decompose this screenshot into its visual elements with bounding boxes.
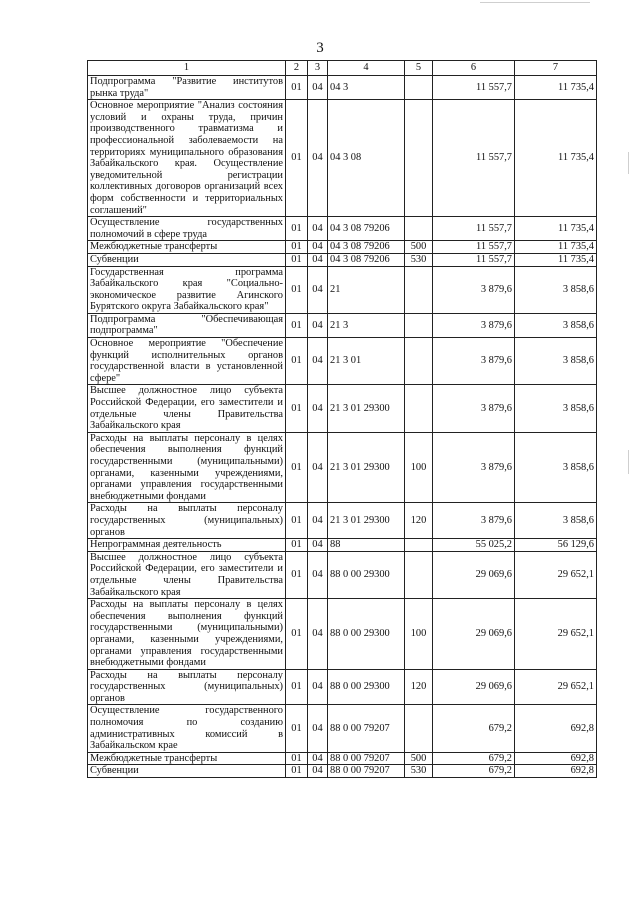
row-subsection: 04 [308, 100, 328, 217]
row-amount-2: 11 735,4 [515, 253, 597, 266]
row-section: 01 [286, 76, 308, 100]
table-row [88, 503, 597, 539]
column-header: 6 [433, 61, 515, 76]
row-subsection: 04 [308, 76, 328, 100]
row-subsection: 04 [308, 705, 328, 752]
row-target-code: 21 3 01 29300 [328, 385, 405, 432]
row-name: Субвенции [88, 253, 286, 266]
row-expense-type [405, 266, 433, 313]
row-name: Основное мероприятие "Анализ состояния условий и охраны труда, причин производственного травматизма и профессиональной заболеваемости на территориях муниципального образования Забайкальского края. Осуществление уведомительной регистрации коллективных договоров организаций всех форм собственности и территориальных соглашений" [88, 100, 286, 217]
row-section: 01 [286, 551, 308, 598]
row-section: 01 [286, 599, 308, 670]
row-expense-type: 500 [405, 241, 433, 254]
row-name: Межбюджетные трансферты [88, 241, 286, 254]
row-amount-1: 11 557,7 [433, 100, 515, 217]
row-expense-type [405, 705, 433, 752]
row-section: 01 [286, 313, 308, 337]
row-name: Непрограммная деятельность [88, 539, 286, 552]
row-name: Расходы на выплаты персоналу в целях обеспечения выполнения функций государственными (муниципальными) органами, казенными учреждениями, органами управления государственными внебюджетными фондами [88, 599, 286, 670]
table-row [88, 539, 597, 552]
row-subsection: 04 [308, 551, 328, 598]
column-header: 4 [328, 61, 405, 76]
row-section: 01 [286, 253, 308, 266]
row-target-code: 04 3 08 79206 [328, 253, 405, 266]
row-expense-type [405, 313, 433, 337]
table-row [88, 705, 597, 752]
row-section: 01 [286, 266, 308, 313]
row-amount-1: 679,2 [433, 705, 515, 752]
table-row [88, 241, 597, 254]
row-subsection: 04 [308, 385, 328, 432]
row-amount-2: 29 652,1 [515, 669, 597, 705]
column-header: 7 [515, 61, 597, 76]
row-amount-2: 3 858,6 [515, 432, 597, 503]
scan-artifact [480, 2, 590, 3]
row-subsection: 04 [308, 217, 328, 241]
table-row [88, 313, 597, 337]
column-header: 1 [88, 61, 286, 76]
row-section: 01 [286, 338, 308, 385]
row-amount-2: 3 858,6 [515, 313, 597, 337]
row-target-code: 21 3 01 29300 [328, 503, 405, 539]
row-amount-2: 29 652,1 [515, 599, 597, 670]
row-amount-2: 11 735,4 [515, 100, 597, 217]
row-amount-1: 29 069,6 [433, 599, 515, 670]
row-name: Расходы на выплаты персоналу государственных (муниципальных) органов [88, 669, 286, 705]
table-row [88, 217, 597, 241]
row-name: Высшее должностное лицо субъекта Российской Федерации, его заместители и отдельные члены Правительства Забайкальского края [88, 551, 286, 598]
row-section: 01 [286, 705, 308, 752]
table-row [88, 76, 597, 100]
row-amount-2: 11 735,4 [515, 76, 597, 100]
row-expense-type [405, 76, 433, 100]
row-target-code: 88 [328, 539, 405, 552]
row-amount-1: 3 879,6 [433, 432, 515, 503]
page-number: 3 [316, 40, 324, 56]
row-expense-type: 100 [405, 432, 433, 503]
scan-artifact [628, 152, 629, 174]
row-target-code: 21 3 01 [328, 338, 405, 385]
column-header: 2 [286, 61, 308, 76]
row-name: Расходы на выплаты персоналу в целях обеспечения выполнения функций государственными (муниципальными) органами, казенными учреждениями, органами управления государственными внебюджетными фондами [88, 432, 286, 503]
row-name: Осуществление государственных полномочий в сфере труда [88, 217, 286, 241]
row-target-code: 21 [328, 266, 405, 313]
row-section: 01 [286, 432, 308, 503]
row-amount-2: 11 735,4 [515, 241, 597, 254]
row-target-code: 04 3 08 79206 [328, 241, 405, 254]
row-expense-type: 100 [405, 599, 433, 670]
column-header: 5 [405, 61, 433, 76]
row-amount-2: 3 858,6 [515, 503, 597, 539]
table-row [88, 338, 597, 385]
row-amount-1: 679,2 [433, 765, 515, 778]
table-row [88, 432, 597, 503]
row-subsection: 04 [308, 539, 328, 552]
row-section: 01 [286, 669, 308, 705]
row-name: Основное мероприятие "Обеспечение функций исполнительных органов государственной власти в установленной сфере" [88, 338, 286, 385]
row-target-code: 04 3 08 79206 [328, 217, 405, 241]
row-expense-type [405, 385, 433, 432]
row-name: Осуществление государственного полномочия по созданию административных комиссий в Забайкальском крае [88, 705, 286, 752]
row-target-code: 88 0 00 79207 [328, 705, 405, 752]
row-target-code: 88 0 00 29300 [328, 551, 405, 598]
row-name: Государственная программа Забайкальского края "Социально-экономическое развитие Агинского Бурятского округа Забайкальского края" [88, 266, 286, 313]
row-amount-2: 692,8 [515, 705, 597, 752]
row-expense-type: 530 [405, 253, 433, 266]
row-name: Подпрограмма "Обеспечивающая подпрограмма" [88, 313, 286, 337]
row-target-code: 88 0 00 79207 [328, 765, 405, 778]
row-amount-2: 3 858,6 [515, 266, 597, 313]
header-row [88, 61, 597, 76]
table-row [88, 253, 597, 266]
row-expense-type: 500 [405, 752, 433, 765]
row-expense-type [405, 217, 433, 241]
row-target-code: 88 0 00 29300 [328, 599, 405, 670]
row-name: Расходы на выплаты персоналу государственных (муниципальных) органов [88, 503, 286, 539]
row-section: 01 [286, 217, 308, 241]
row-subsection: 04 [308, 253, 328, 266]
row-subsection: 04 [308, 432, 328, 503]
row-amount-2: 29 652,1 [515, 551, 597, 598]
row-amount-2: 11 735,4 [515, 217, 597, 241]
row-target-code: 88 0 00 29300 [328, 669, 405, 705]
row-amount-1: 11 557,7 [433, 217, 515, 241]
row-amount-1: 11 557,7 [433, 253, 515, 266]
row-subsection: 04 [308, 669, 328, 705]
row-amount-1: 11 557,7 [433, 76, 515, 100]
row-expense-type [405, 100, 433, 217]
table-row [88, 551, 597, 598]
row-subsection: 04 [308, 338, 328, 385]
row-amount-1: 55 025,2 [433, 539, 515, 552]
row-subsection: 04 [308, 241, 328, 254]
row-name: Высшее должностное лицо субъекта Российской Федерации, его заместители и отдельные члены Правительства Забайкальского края [88, 385, 286, 432]
row-amount-1: 3 879,6 [433, 313, 515, 337]
row-expense-type: 120 [405, 503, 433, 539]
row-amount-1: 679,2 [433, 752, 515, 765]
row-name: Субвенции [88, 765, 286, 778]
row-target-code: 04 3 08 [328, 100, 405, 217]
row-amount-2: 692,8 [515, 752, 597, 765]
row-name: Подпрограмма "Развитие институтов рынка труда" [88, 76, 286, 100]
row-section: 01 [286, 241, 308, 254]
row-amount-1: 11 557,7 [433, 241, 515, 254]
row-section: 01 [286, 503, 308, 539]
row-amount-1: 3 879,6 [433, 503, 515, 539]
column-header: 3 [308, 61, 328, 76]
row-section: 01 [286, 385, 308, 432]
table-row [88, 100, 597, 217]
row-section: 01 [286, 539, 308, 552]
row-amount-1: 3 879,6 [433, 338, 515, 385]
row-amount-1: 3 879,6 [433, 385, 515, 432]
row-amount-2: 3 858,6 [515, 338, 597, 385]
row-amount-1: 3 879,6 [433, 266, 515, 313]
row-section: 01 [286, 100, 308, 217]
row-target-code: 21 3 [328, 313, 405, 337]
row-subsection: 04 [308, 503, 328, 539]
table-row [88, 669, 597, 705]
table-row [88, 385, 597, 432]
row-amount-1: 29 069,6 [433, 669, 515, 705]
row-expense-type [405, 539, 433, 552]
table-row [88, 599, 597, 670]
row-expense-type [405, 338, 433, 385]
row-amount-2: 692,8 [515, 765, 597, 778]
row-section: 01 [286, 752, 308, 765]
table-row [88, 266, 597, 313]
row-amount-1: 29 069,6 [433, 551, 515, 598]
row-target-code: 88 0 00 79207 [328, 752, 405, 765]
row-subsection: 04 [308, 765, 328, 778]
row-subsection: 04 [308, 599, 328, 670]
scan-artifact [628, 450, 629, 474]
row-target-code: 04 3 [328, 76, 405, 100]
table-row [88, 765, 597, 778]
row-expense-type: 120 [405, 669, 433, 705]
row-subsection: 04 [308, 752, 328, 765]
table-body [88, 76, 597, 778]
row-subsection: 04 [308, 266, 328, 313]
row-target-code: 21 3 01 29300 [328, 432, 405, 503]
row-expense-type: 530 [405, 765, 433, 778]
row-name: Межбюджетные трансферты [88, 752, 286, 765]
row-amount-2: 56 129,6 [515, 539, 597, 552]
row-subsection: 04 [308, 313, 328, 337]
table-row [88, 752, 597, 765]
row-amount-2: 3 858,6 [515, 385, 597, 432]
row-expense-type [405, 551, 433, 598]
budget-table [87, 60, 597, 778]
row-section: 01 [286, 765, 308, 778]
